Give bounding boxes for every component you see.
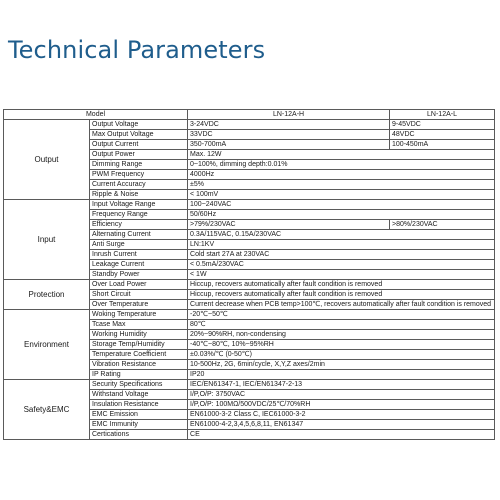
parameter-name: Input Voltage Range <box>90 200 188 210</box>
parameter-value: 50/60Hz <box>188 210 495 220</box>
parameter-name: Max Output Voltage <box>90 130 188 140</box>
parameter-value: < 100mV <box>188 190 495 200</box>
parameter-value-l: 48VDC <box>390 130 495 140</box>
parameter-name: Leakage Current <box>90 260 188 270</box>
parameter-name: Output Current <box>90 140 188 150</box>
parameter-value-h: 350-700mA <box>188 140 390 150</box>
parameter-value: 0.3A/115VAC, 0.15A/230VAC <box>188 230 495 240</box>
parameter-name: Anti Surge <box>90 240 188 250</box>
model-h-header: LN-12A-H <box>188 110 390 120</box>
parameter-value: EN61000-4-2,3,4,5,6,8,11, EN61347 <box>188 420 495 430</box>
parameter-name: IP Rating <box>90 370 188 380</box>
parameter-value: Max. 12W <box>188 150 495 160</box>
parameter-value: LN:1KV <box>188 240 495 250</box>
table-body <box>4 110 495 440</box>
parameter-value: Hiccup, recovers automatically after fault condition is removed <box>188 290 495 300</box>
parameter-name: Efficiency <box>90 220 188 230</box>
category-cell: Output <box>4 120 90 200</box>
parameter-name: EMC Immunity <box>90 420 188 430</box>
parameter-name: Tcase Max <box>90 320 188 330</box>
parameter-name: Woking Temperature <box>90 310 188 320</box>
model-l-header: LN-12A-L <box>390 110 495 120</box>
parameter-value: ±5% <box>188 180 495 190</box>
parameter-name: Ripple & Noise <box>90 190 188 200</box>
parameter-name: EMC Emission <box>90 410 188 420</box>
parameter-value: -20℃~50℃ <box>188 310 495 320</box>
parameter-name: Vibration Resistance <box>90 360 188 370</box>
parameter-name: Dimming Range <box>90 160 188 170</box>
category-cell: Input <box>4 200 90 280</box>
parameter-value: < 0.5mA/230VAC <box>188 260 495 270</box>
parameter-name: Insulation Resistance <box>90 400 188 410</box>
parameter-name: Over Load Power <box>90 280 188 290</box>
parameter-value-l: 9-45VDC <box>390 120 495 130</box>
parameter-value: Current decrease when PCB temp>100℃, recovers automatically after fault condition is removed <box>188 300 495 310</box>
parameter-value: ±0.03%/℃ (0-50℃) <box>188 350 495 360</box>
model-header-label: Model <box>4 110 188 120</box>
parameter-value: 10-500Hz, 2G, 6min/cycle, X,Y,Z axes/2min <box>188 360 495 370</box>
parameter-name: Storage Temp/Humidity <box>90 340 188 350</box>
category-cell: Safety&EMC <box>4 380 90 440</box>
parameter-value: Cold start 27A at 230VAC <box>188 250 495 260</box>
parameter-name: Certications <box>90 430 188 440</box>
parameter-name: Security Specifications <box>90 380 188 390</box>
parameter-value-h: >79%/230VAC <box>188 220 390 230</box>
category-cell: Environment <box>4 310 90 380</box>
parameter-value: < 1W <box>188 270 495 280</box>
parameter-value: CE <box>188 430 495 440</box>
parameter-value-h: 33VDC <box>188 130 390 140</box>
parameter-value: -40℃~80℃, 10%~95%RH <box>188 340 495 350</box>
parameter-value-l: 100-450mA <box>390 140 495 150</box>
parameter-name: Frequency Range <box>90 210 188 220</box>
table-row <box>4 280 495 290</box>
parameter-value: 80℃ <box>188 320 495 330</box>
parameter-name: Short Circuit <box>90 290 188 300</box>
parameter-name: Inrush Current <box>90 250 188 260</box>
parameter-value-l: >80%/230VAC <box>390 220 495 230</box>
category-cell: Protection <box>4 280 90 310</box>
parameter-value: IP20 <box>188 370 495 380</box>
parameter-value: I/P,O/P: 3750VAC <box>188 390 495 400</box>
parameter-value: 0~100%, dimming depth:0.01% <box>188 160 495 170</box>
table-row <box>4 310 495 320</box>
table-header-row <box>4 110 495 120</box>
parameter-value: IEC/EN61347-1, IEC/EN61347-2-13 <box>188 380 495 390</box>
parameter-value: 100~240VAC <box>188 200 495 210</box>
parameter-value-h: 3-24VDC <box>188 120 390 130</box>
parameter-name: Output Voltage <box>90 120 188 130</box>
parameter-name: Working Humidity <box>90 330 188 340</box>
parameter-name: Current Accuracy <box>90 180 188 190</box>
parameter-name: Standby Power <box>90 270 188 280</box>
parameter-value: EN61000-3-2 Class C, IEC61000-3-2 <box>188 410 495 420</box>
parameter-value: Hiccup, recovers automatically after fault condition is removed <box>188 280 495 290</box>
parameter-name: Output Power <box>90 150 188 160</box>
parameter-name: Temperature Coefficient <box>90 350 188 360</box>
page-title: Technical Parameters <box>8 36 266 64</box>
parameter-value: 4000Hz <box>188 170 495 180</box>
parameter-name: PWM Frequency <box>90 170 188 180</box>
table-row <box>4 200 495 210</box>
parameter-name: Alternating Current <box>90 230 188 240</box>
parameter-name: Withstand Voltage <box>90 390 188 400</box>
technical-parameters-table <box>3 109 495 440</box>
table-row <box>4 120 495 130</box>
table-row <box>4 380 495 390</box>
parameter-value: I/P,O/P: 100MΩ/500VDC/25℃/70%RH <box>188 400 495 410</box>
parameter-name: Over Temperature <box>90 300 188 310</box>
parameter-value: 20%~90%RH, non-condensing <box>188 330 495 340</box>
